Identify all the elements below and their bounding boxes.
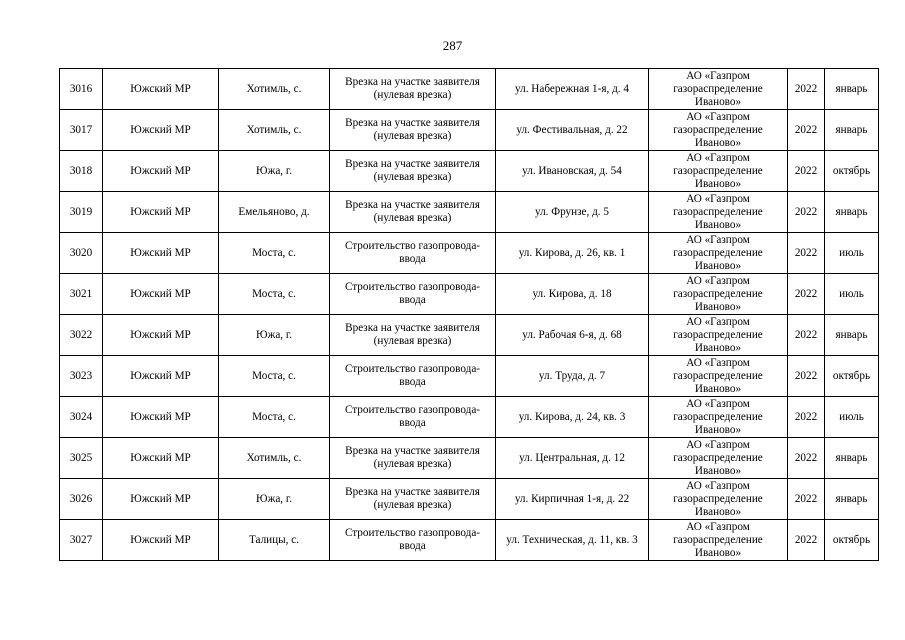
- cell-month: январь: [825, 479, 879, 520]
- cell-district: Южский МР: [103, 315, 219, 356]
- cell-locality: Моста, с.: [219, 397, 330, 438]
- cell-address: ул. Набережная 1-я, д. 4: [496, 69, 649, 110]
- cell-address: ул. Рабочая 6-я, д. 68: [496, 315, 649, 356]
- table-row: [60, 274, 879, 315]
- table-row: [60, 520, 879, 561]
- cell-locality: Емельяново, д.: [219, 192, 330, 233]
- cell-year: 2022: [788, 233, 825, 274]
- cell-locality: Хотимль, с.: [219, 110, 330, 151]
- table-row: [60, 315, 879, 356]
- cell-district: Южский МР: [103, 151, 219, 192]
- cell-year: 2022: [788, 69, 825, 110]
- cell-number: 3023: [60, 356, 103, 397]
- cell-month: январь: [825, 110, 879, 151]
- cell-organization: АО «Газпром газораспределение Иваново»: [649, 69, 788, 110]
- cell-organization: АО «Газпром газораспределение Иваново»: [649, 192, 788, 233]
- cell-locality: Моста, с.: [219, 356, 330, 397]
- cell-district: Южский МР: [103, 438, 219, 479]
- cell-work-type: Строительство газопровода-ввода: [330, 397, 496, 438]
- table-row: [60, 233, 879, 274]
- cell-work-type: Врезка на участке заявителя (нулевая врезка): [330, 315, 496, 356]
- cell-month: январь: [825, 192, 879, 233]
- cell-month: октябрь: [825, 356, 879, 397]
- cell-month: январь: [825, 438, 879, 479]
- cell-work-type: Врезка на участке заявителя (нулевая врезка): [330, 69, 496, 110]
- cell-locality: Южа, г.: [219, 315, 330, 356]
- cell-district: Южский МР: [103, 479, 219, 520]
- cell-organization: АО «Газпром газораспределение Иваново»: [649, 110, 788, 151]
- cell-district: Южский МР: [103, 110, 219, 151]
- cell-year: 2022: [788, 520, 825, 561]
- cell-locality: Моста, с.: [219, 274, 330, 315]
- cell-locality: Талицы, с.: [219, 520, 330, 561]
- cell-number: 3022: [60, 315, 103, 356]
- cell-number: 3017: [60, 110, 103, 151]
- cell-year: 2022: [788, 397, 825, 438]
- cell-number: 3024: [60, 397, 103, 438]
- cell-district: Южский МР: [103, 520, 219, 561]
- cell-address: ул. Центральная, д. 12: [496, 438, 649, 479]
- cell-month: июль: [825, 233, 879, 274]
- table-row: [60, 192, 879, 233]
- cell-district: Южский МР: [103, 397, 219, 438]
- cell-district: Южский МР: [103, 69, 219, 110]
- cell-work-type: Строительство газопровода-ввода: [330, 520, 496, 561]
- cell-month: октябрь: [825, 151, 879, 192]
- table-row: [60, 438, 879, 479]
- cell-organization: АО «Газпром газораспределение Иваново»: [649, 479, 788, 520]
- cell-work-type: Строительство газопровода-ввода: [330, 274, 496, 315]
- cell-year: 2022: [788, 192, 825, 233]
- cell-month: июль: [825, 274, 879, 315]
- cell-organization: АО «Газпром газораспределение Иваново»: [649, 274, 788, 315]
- cell-month: октябрь: [825, 520, 879, 561]
- cell-year: 2022: [788, 356, 825, 397]
- cell-month: январь: [825, 315, 879, 356]
- table-body: [60, 69, 879, 561]
- cell-locality: Хотимль, с.: [219, 438, 330, 479]
- table-row: [60, 69, 879, 110]
- cell-number: 3021: [60, 274, 103, 315]
- cell-organization: АО «Газпром газораспределение Иваново»: [649, 233, 788, 274]
- cell-district: Южский МР: [103, 274, 219, 315]
- cell-locality: Южа, г.: [219, 151, 330, 192]
- cell-address: ул. Фрунзе, д. 5: [496, 192, 649, 233]
- cell-organization: АО «Газпром газораспределение Иваново»: [649, 438, 788, 479]
- cell-district: Южский МР: [103, 233, 219, 274]
- cell-organization: АО «Газпром газораспределение Иваново»: [649, 151, 788, 192]
- cell-number: 3025: [60, 438, 103, 479]
- table-row: [60, 397, 879, 438]
- cell-locality: Хотимль, с.: [219, 69, 330, 110]
- cell-address: ул. Кирпичная 1-я, д. 22: [496, 479, 649, 520]
- cell-number: 3019: [60, 192, 103, 233]
- cell-year: 2022: [788, 274, 825, 315]
- table-row: [60, 151, 879, 192]
- cell-organization: АО «Газпром газораспределение Иваново»: [649, 356, 788, 397]
- cell-organization: АО «Газпром газораспределение Иваново»: [649, 397, 788, 438]
- cell-number: 3016: [60, 69, 103, 110]
- page-number: 287: [442, 38, 463, 53]
- cell-month: июль: [825, 397, 879, 438]
- cell-address: ул. Кирова, д. 26, кв. 1: [496, 233, 649, 274]
- cell-month: январь: [825, 69, 879, 110]
- cell-address: ул. Труда, д. 7: [496, 356, 649, 397]
- cell-organization: АО «Газпром газораспределение Иваново»: [649, 520, 788, 561]
- cell-address: ул. Фестивальная, д. 22: [496, 110, 649, 151]
- cell-address: ул. Кирова, д. 18: [496, 274, 649, 315]
- cell-district: Южский МР: [103, 356, 219, 397]
- cell-year: 2022: [788, 151, 825, 192]
- cell-work-type: Врезка на участке заявителя (нулевая врезка): [330, 192, 496, 233]
- cell-district: Южский МР: [103, 192, 219, 233]
- cell-address: ул. Кирова, д. 24, кв. 3: [496, 397, 649, 438]
- cell-year: 2022: [788, 438, 825, 479]
- table-row: [60, 110, 879, 151]
- cell-locality: Моста, с.: [219, 233, 330, 274]
- cell-number: 3027: [60, 520, 103, 561]
- cell-number: 3026: [60, 479, 103, 520]
- cell-work-type: Врезка на участке заявителя (нулевая врезка): [330, 438, 496, 479]
- cell-work-type: Строительство газопровода-ввода: [330, 356, 496, 397]
- cell-number: 3020: [60, 233, 103, 274]
- cell-year: 2022: [788, 110, 825, 151]
- cell-number: 3018: [60, 151, 103, 192]
- table-row: [60, 479, 879, 520]
- cell-year: 2022: [788, 315, 825, 356]
- cell-organization: АО «Газпром газораспределение Иваново»: [649, 315, 788, 356]
- cell-work-type: Врезка на участке заявителя (нулевая врезка): [330, 151, 496, 192]
- cell-locality: Южа, г.: [219, 479, 330, 520]
- cell-address: ул. Техническая, д. 11, кв. 3: [496, 520, 649, 561]
- table-row: [60, 356, 879, 397]
- gasification-table: [59, 68, 879, 561]
- cell-work-type: Врезка на участке заявителя (нулевая врезка): [330, 110, 496, 151]
- cell-year: 2022: [788, 479, 825, 520]
- cell-work-type: Строительство газопровода-ввода: [330, 233, 496, 274]
- cell-address: ул. Ивановская, д. 54: [496, 151, 649, 192]
- cell-work-type: Врезка на участке заявителя (нулевая врезка): [330, 479, 496, 520]
